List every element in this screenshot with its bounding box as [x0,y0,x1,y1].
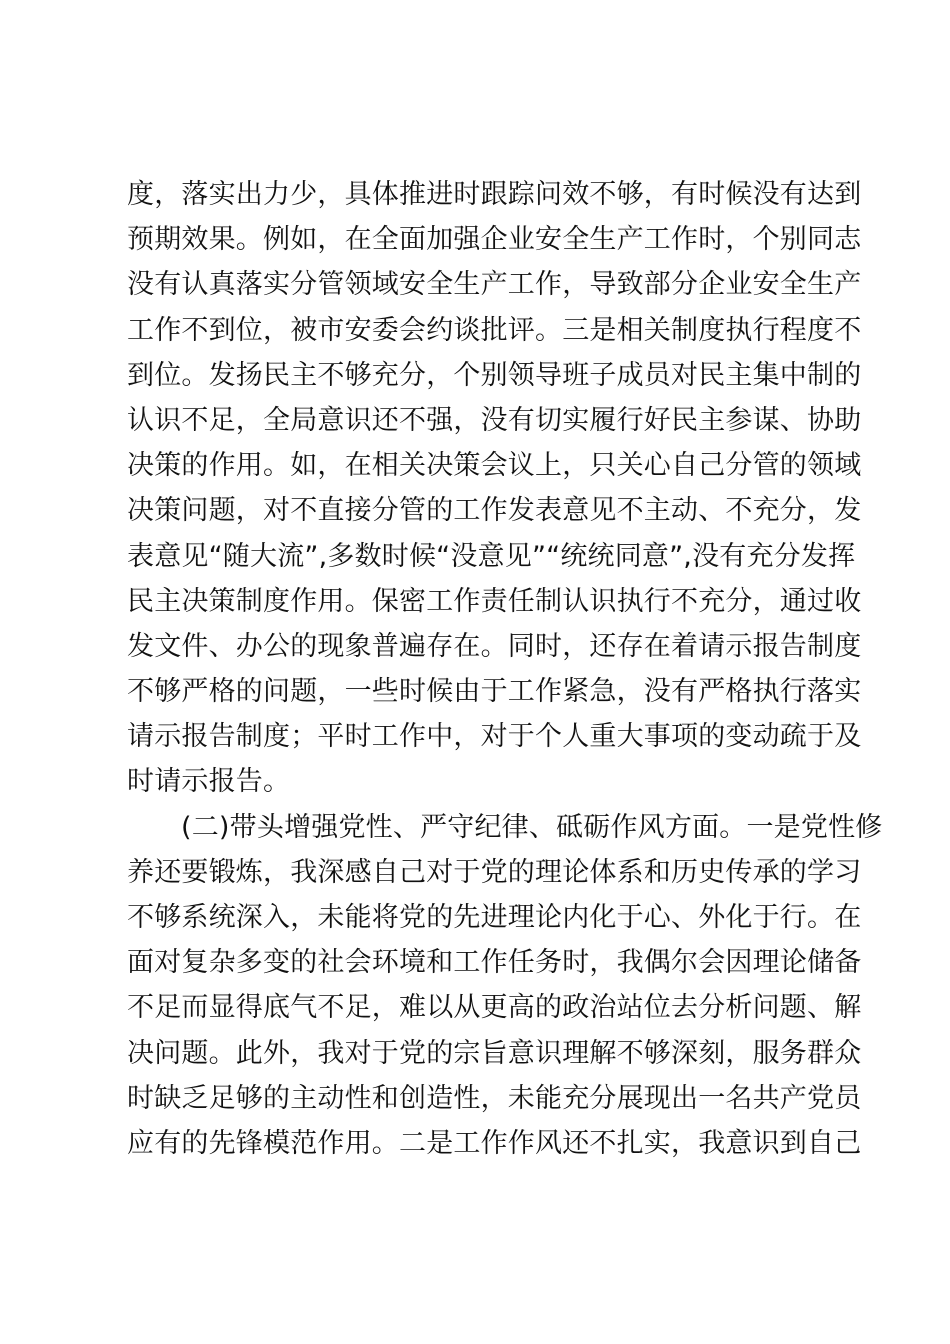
text-line: 预期效果。例如，在全面加强企业安全生产工作时，个别同志 [127,224,862,256]
text-line: 度，落实出力少，具体推进时跟踪问效不够，有时候没有达到 [127,179,862,210]
text-line: 民主决策制度作用。保密工作责任制认识执行不充分，通过收 [127,585,862,617]
text-line: 不够系统深入，未能将党的先进理论内化于心、外化于行。在 [127,902,862,933]
text-line: 没有认真落实分管领域安全生产工作，导致部分企业安全生产 [127,269,862,301]
text-line: 到位。发扬民主不够充分，个别领导班子成员对民主集中制的 [127,359,862,391]
text-line: 不够严格的问题，一些时候由于工作紧急，没有严格执行落实 [127,676,862,708]
text-line: 工作不到位，被市安委会约谈批评。三是相关制度执行程度不 [127,314,862,346]
text-line: 养还要锻炼，我深感自己对于党的理论体系和历史传承的学习 [127,856,862,888]
text-line: 时缺乏足够的主动性和创造性，未能充分展现出一名共产党员 [127,1082,862,1114]
text-line: 认识不足，全局意识还不强，没有切实履行好民主参谋、协助 [127,404,862,436]
text-line: 时请示报告。 [127,766,291,798]
body-text [127,172,883,1166]
text-line: 决策的作用。如，在相关决策会议上，只关心自己分管的领域 [127,450,862,482]
text-line: 决问题。此外，我对于党的宗旨意识理解不够深刻，服务群众 [127,1037,862,1069]
text-line: 表意见“随大流”,多数时候“没意见”“统统同意”,没有充分发挥 [127,540,856,572]
text-line: 发文件、办公的现象普遍存在。同时，还存在着请示报告制度 [127,630,862,662]
text-line: 请示报告制度；平时工作中，对于个人重大事项的变动疏于及 [127,721,862,753]
text-line: 应有的先锋模范作用。二是工作作风还不扎实，我意识到自己 [127,1127,862,1159]
text-line: 决策问题，对不直接分管的工作发表意见不主动、不充分，发 [127,495,862,527]
text-line: 不足而显得底气不足，难以从更高的政治站位去分析问题、解 [127,992,862,1024]
text-line: 面对复杂多变的社会环境和工作任务时，我偶尔会因理论储备 [127,947,862,979]
paragraph-start-line: (二)带头增强党性、严守纪律、砥砺作风方面。一是党性修 [181,811,883,843]
